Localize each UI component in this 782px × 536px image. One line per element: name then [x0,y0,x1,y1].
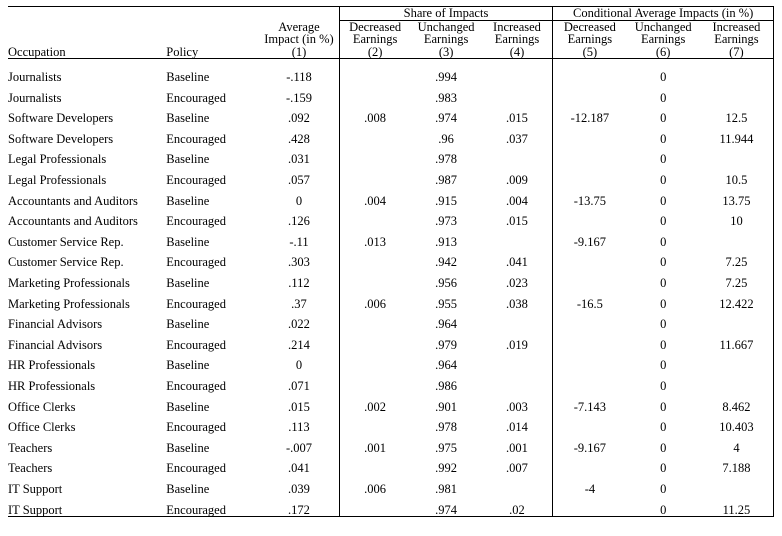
cell-cond-decreased [553,310,627,331]
cell-occupation: Marketing Professionals [8,276,130,291]
cell-share-decreased: .006 [339,475,410,496]
cell-cond-increased [700,351,774,372]
table-row [8,413,774,434]
cell-policy: Baseline [166,193,210,208]
table-row [8,84,774,105]
col-label-share-unchanged: Unchanged Earnings [417,19,475,46]
cell-cond-unchanged: 0 [660,173,667,188]
cell-avg-impact: 0 [295,358,303,373]
cell-share-unchanged: .983 [435,90,458,105]
cell-policy: Baseline [166,276,210,291]
cell-cond-decreased: -16.5 [553,290,627,311]
col-label-cond-unchanged: Unchanged Earnings [634,19,692,46]
cell-share-decreased [339,495,410,516]
cell-policy: Baseline [166,111,210,126]
col-number-5: (5) [553,46,627,59]
table-row [8,269,774,290]
cell-avg-impact: .214 [288,337,310,352]
cell-share-increased: .037 [506,131,528,146]
cell-share-increased: .015 [506,111,528,126]
cell-cond-decreased [553,351,627,372]
col-header-policy: Policy [166,44,199,59]
cell-cond-increased: 11.667 [700,331,774,352]
cell-cond-unchanged: 0 [660,255,667,270]
table-row [8,495,774,516]
cell-share-unchanged: .981 [435,481,458,496]
bottom-rule [8,517,774,518]
cell-avg-impact: .113 [288,420,310,435]
cell-policy: Encouraged [166,255,226,270]
col-number-7: (7) [700,46,774,59]
cell-cond-unchanged: 0 [660,399,667,414]
cell-share-decreased: .002 [339,393,410,414]
cell-share-unchanged: .956 [435,276,458,291]
cell-share-increased: .001 [506,440,528,455]
cell-share-unchanged: .964 [435,317,458,332]
cell-cond-increased [700,228,774,249]
cell-share-unchanged: .913 [435,234,458,249]
cell-avg-impact: -.11 [289,234,309,249]
cell-cond-decreased [553,372,627,393]
cell-avg-impact: .092 [288,111,310,126]
cell-share-increased [482,63,553,84]
group-header-share-of-impacts: Share of Impacts [339,7,553,20]
col-number-4: (4) [509,44,525,59]
cell-cond-decreased [553,495,627,516]
col-header-occupation: Occupation [8,44,66,59]
cell-avg-impact: .041 [288,461,310,476]
cell-cond-decreased [553,413,627,434]
cell-cond-decreased: -7.143 [553,393,627,414]
cell-avg-impact: .172 [288,502,310,517]
col-label-share-decreased: Decreased Earnings [339,21,410,46]
cell-share-unchanged: .986 [435,379,458,393]
cell-share-unchanged: .974 [435,111,458,126]
cell-cond-unchanged: 0 [660,131,667,146]
cell-occupation: Office Clerks [8,420,76,435]
cell-cond-unchanged: 0 [660,461,667,476]
table-row [8,166,774,187]
cell-share-decreased [339,248,410,269]
cell-share-increased [482,84,553,105]
cell-share-unchanged: .994 [435,70,458,85]
table-body [8,59,774,517]
cell-share-unchanged: .987 [435,173,458,188]
cell-policy: Encouraged [166,379,226,393]
table-row [8,290,774,311]
cell-cond-increased [700,475,774,496]
col-label-average-impact: Average Impact (in %) [264,19,334,46]
cell-cond-unchanged: 0 [660,379,667,393]
col-number-3: (3) [438,44,454,59]
table-row [8,125,774,146]
table-row [8,310,774,331]
cell-share-decreased [339,454,410,475]
cell-share-unchanged: .973 [435,214,458,229]
regression-results-table [8,6,774,517]
cell-policy: Encouraged [166,296,226,311]
cell-share-unchanged: .901 [435,399,458,414]
cell-cond-decreased [553,331,627,352]
cell-cond-decreased: -9.167 [553,228,627,249]
table-row [8,207,774,228]
cell-occupation: IT Support [8,502,63,517]
cell-cond-decreased [553,166,627,187]
table-row [8,145,774,166]
cell-share-increased [482,372,553,393]
cell-avg-impact: .015 [288,399,310,414]
col-label-cond-decreased: Decreased Earnings [553,21,627,46]
cell-avg-impact: -.007 [285,440,312,455]
cell-cond-increased: 12.5 [700,104,774,125]
cell-share-decreased [339,413,410,434]
cell-avg-impact: .428 [288,131,310,146]
cell-cond-increased: 10 [700,207,774,228]
cell-avg-impact: .303 [288,255,310,270]
cell-cond-unchanged: 0 [660,420,667,435]
cell-share-decreased [339,207,410,228]
cell-avg-impact: .126 [288,214,310,229]
cell-share-increased [482,475,553,496]
cell-share-unchanged: .955 [435,296,458,311]
cell-share-increased: .02 [509,502,525,517]
col-number-1: (1) [291,44,307,59]
cell-share-decreased [339,372,410,393]
cell-cond-unchanged: 0 [660,152,667,167]
col-number-6: (6) [655,44,671,59]
cell-cond-decreased: -12.187 [553,104,627,125]
cell-share-decreased: .008 [339,104,410,125]
cell-cond-decreased [553,269,627,290]
cell-cond-increased: 11.944 [700,125,774,146]
cell-share-increased: .014 [506,420,528,435]
cell-policy: Encouraged [166,173,226,188]
cell-occupation: Office Clerks [8,399,76,414]
cell-share-decreased [339,125,410,146]
cell-policy: Baseline [166,481,210,496]
cell-cond-unchanged: 0 [660,296,667,311]
cell-avg-impact: .071 [288,379,310,393]
cell-avg-impact: -.159 [285,90,312,105]
cell-occupation: Accountants and Auditors [8,193,138,208]
cell-share-increased: .019 [506,337,528,352]
cell-share-increased: .009 [506,173,528,188]
cell-share-decreased [339,166,410,187]
cell-cond-unchanged: 0 [660,502,667,517]
cell-cond-increased: 4 [700,434,774,455]
cell-cond-increased: 13.75 [700,187,774,208]
cell-policy: Baseline [166,440,210,455]
cell-cond-unchanged: 0 [660,358,667,373]
cell-share-unchanged: .964 [435,358,458,373]
column-label-row [8,21,774,46]
cell-cond-decreased [553,454,627,475]
table-row [8,351,774,372]
cell-policy: Encouraged [166,420,226,435]
cell-occupation: Financial Advisors [8,317,103,332]
cell-share-increased: .007 [506,461,528,476]
table-header [8,7,774,60]
cell-occupation: Financial Advisors [8,337,103,352]
cell-cond-increased: 11.25 [700,495,774,516]
cell-share-unchanged: .979 [435,337,458,352]
cell-share-unchanged: .975 [435,440,458,455]
cell-share-decreased: .013 [339,228,410,249]
cell-share-unchanged: .942 [435,255,458,270]
table-row [8,475,774,496]
cell-share-unchanged: .974 [435,502,458,517]
cell-avg-impact: -.118 [286,70,312,85]
cell-policy: Baseline [166,317,210,332]
cell-occupation: Teachers [8,440,53,455]
cell-cond-unchanged: 0 [660,337,667,352]
cell-policy: Baseline [166,234,210,249]
table-row [8,187,774,208]
cell-occupation: Journalists [8,70,62,85]
cell-policy: Baseline [166,399,210,414]
cell-policy: Encouraged [166,502,226,517]
cell-occupation: Accountants and Auditors [8,214,138,229]
cell-cond-decreased: -4 [553,475,627,496]
cell-cond-decreased [553,248,627,269]
cell-share-increased: .004 [506,193,528,208]
table-row [8,104,774,125]
cell-share-unchanged: .992 [435,461,458,476]
cell-share-increased [482,351,553,372]
cell-policy: Encouraged [166,461,226,476]
col-label-cond-increased: Increased Earnings [700,21,774,46]
cell-occupation: Journalists [8,90,62,105]
cell-share-increased [482,145,553,166]
cell-avg-impact: .031 [288,152,310,167]
cell-occupation: Customer Service Rep. [8,234,124,249]
cell-cond-unchanged: 0 [660,440,667,455]
cell-occupation: Legal Professionals [8,152,107,167]
cell-share-unchanged: .978 [435,420,458,435]
cell-occupation: IT Support [8,481,63,496]
cell-share-decreased [339,145,410,166]
cell-policy: Baseline [166,358,210,373]
cell-cond-increased: 10.5 [700,166,774,187]
cell-cond-increased [700,310,774,331]
cell-share-unchanged: .96 [438,131,454,146]
cell-cond-unchanged: 0 [660,111,667,126]
cell-occupation: Customer Service Rep. [8,255,124,270]
cell-share-increased: .003 [506,399,528,414]
cell-avg-impact: .37 [291,296,307,311]
cell-occupation: Marketing Professionals [8,296,130,311]
cell-share-decreased [339,351,410,372]
cell-avg-impact: .039 [288,481,310,496]
cell-avg-impact: .057 [288,173,310,188]
table-row [8,248,774,269]
cell-share-decreased [339,84,410,105]
cell-cond-increased [700,84,774,105]
cell-share-increased: .038 [506,296,528,311]
table-row [8,63,774,84]
cell-avg-impact: .112 [288,276,310,291]
cell-cond-decreased [553,84,627,105]
cell-cond-increased [700,145,774,166]
cell-cond-unchanged: 0 [660,70,667,85]
table-row [8,372,774,393]
cell-occupation: Software Developers [8,111,114,126]
cell-policy: Encouraged [166,337,226,352]
cell-share-decreased: .006 [339,290,410,311]
cell-cond-increased [700,63,774,84]
cell-policy: Encouraged [166,90,226,105]
cell-cond-increased: 8.462 [700,393,774,414]
cell-avg-impact: 0 [295,193,303,208]
cell-policy: Baseline [166,70,210,85]
cell-cond-decreased: -13.75 [553,187,627,208]
cell-cond-increased: 7.25 [700,269,774,290]
table-row [8,393,774,414]
cell-cond-increased [700,372,774,393]
cell-share-decreased [339,63,410,84]
cell-cond-unchanged: 0 [660,234,667,249]
cell-share-unchanged: .915 [435,193,458,208]
cell-share-decreased [339,310,410,331]
cell-cond-decreased [553,125,627,146]
cell-occupation: Teachers [8,461,53,476]
cell-occupation: Software Developers [8,131,114,146]
col-label-share-increased: Increased Earnings [493,19,541,46]
cell-cond-decreased: -9.167 [553,434,627,455]
cell-cond-increased: 10.403 [700,413,774,434]
table-row [8,434,774,455]
cell-cond-unchanged: 0 [660,193,667,208]
table-row [8,331,774,352]
cell-policy: Encouraged [166,214,226,229]
group-header-row [8,7,774,20]
cell-cond-unchanged: 0 [660,90,667,105]
cell-cond-increased: 7.188 [700,454,774,475]
cell-occupation: HR Professionals [8,379,96,393]
table-row [8,454,774,475]
cell-occupation: HR Professionals [8,358,96,373]
cell-share-increased: .041 [506,255,528,270]
cell-share-increased: .015 [506,214,528,229]
group-header-conditional-average-impacts: Conditional Average Impacts (in %) [553,7,774,20]
table-row [8,228,774,249]
cell-share-decreased [339,331,410,352]
col-number-2: (2) [339,46,410,59]
column-number-row [8,46,774,59]
cell-policy: Baseline [166,152,210,167]
cell-cond-decreased [553,207,627,228]
cell-share-increased: .023 [506,276,528,291]
cell-share-decreased: .001 [339,434,410,455]
cell-cond-increased: 12.422 [700,290,774,311]
cell-share-decreased: .004 [339,187,410,208]
cell-share-increased [482,310,553,331]
cell-cond-decreased [553,63,627,84]
cell-share-increased [482,228,553,249]
cell-share-decreased [339,269,410,290]
cell-cond-unchanged: 0 [660,317,667,332]
cell-policy: Encouraged [166,131,226,146]
cell-avg-impact: .022 [288,317,310,332]
cell-cond-unchanged: 0 [660,481,667,496]
cell-cond-unchanged: 0 [660,214,667,229]
cell-share-unchanged: .978 [435,152,458,167]
cell-cond-unchanged: 0 [660,276,667,291]
cell-occupation: Legal Professionals [8,173,107,188]
cell-cond-increased: 7.25 [700,248,774,269]
cell-cond-decreased [553,145,627,166]
